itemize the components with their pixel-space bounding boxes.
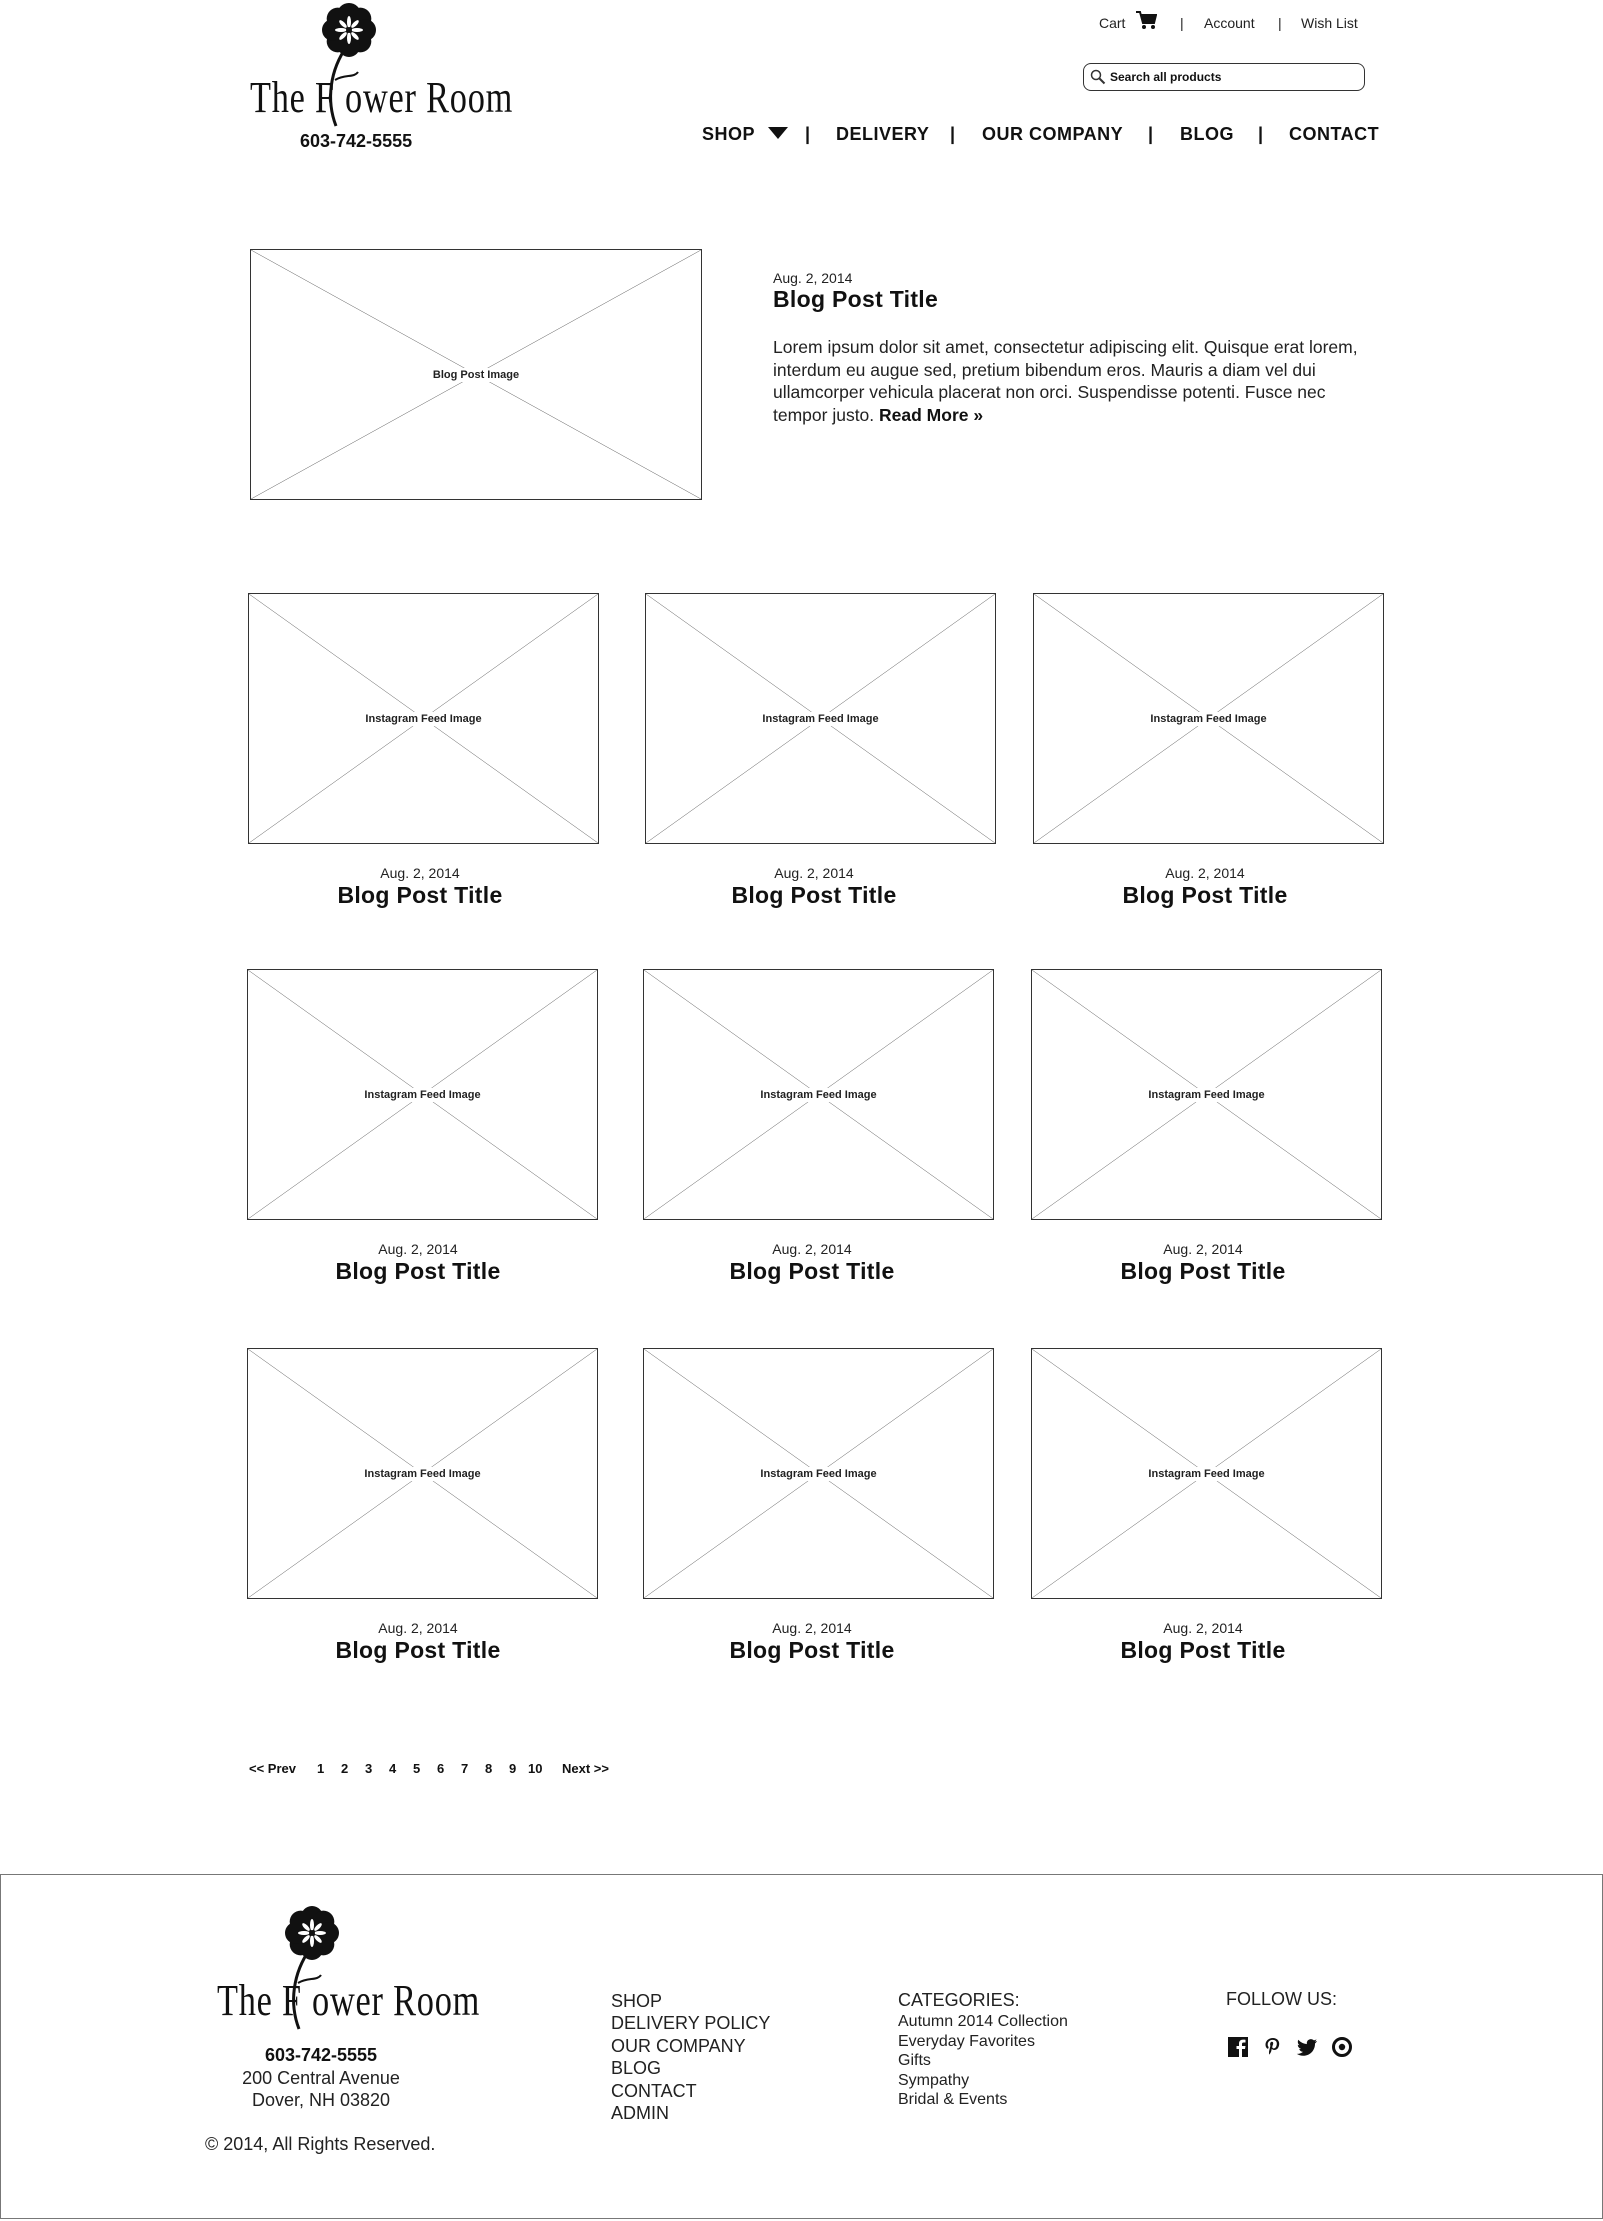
blog-post-date: Aug. 2, 2014 — [380, 865, 460, 881]
image-label: Instagram Feed Image — [1145, 1088, 1267, 1102]
logo[interactable] — [250, 0, 514, 128]
pinterest-icon[interactable] — [1262, 2036, 1284, 2058]
page-link-3[interactable]: 3 — [365, 1761, 373, 1776]
prev-page-link[interactable]: << Prev — [249, 1761, 296, 1776]
nav-delivery[interactable]: DELIVERY — [836, 124, 930, 144]
footer-address-line2: Dover, NH 03820 — [251, 2090, 391, 2110]
blog-post-date: Aug. 2, 2014 — [1163, 1620, 1243, 1636]
blog-post-title[interactable]: Blog Post Title — [335, 1637, 501, 1663]
header-phone: 603-742-5555 — [300, 131, 413, 151]
copyright: © 2014, All Rights Reserved. — [205, 2134, 436, 2154]
blog-post-title[interactable]: Blog Post Title — [1122, 882, 1288, 908]
twitter-icon[interactable] — [1296, 2036, 1318, 2058]
excerpt-text: Lorem ipsum dolor sit amet, consectetur adipiscing elit. Quisque erat lorem, interdum eu augue sed, pretium bibendum eros. Mauris a diam vel dui ullamcorper vehicula placerat non orci. Suspendisse potenti. Fusce nec tempor justo. — [773, 337, 1358, 425]
blog-post-title[interactable]: Blog Post Title — [731, 882, 897, 908]
page-link-2[interactable]: 2 — [341, 1761, 349, 1776]
category-link[interactable]: Sympathy — [898, 2071, 970, 2089]
nav-blog[interactable]: BLOG — [1180, 124, 1234, 144]
footer-link-delivery-policy[interactable]: DELIVERY POLICY — [611, 2013, 771, 2034]
blog-post-date: Aug. 2, 2014 — [378, 1620, 458, 1636]
brand-name-right: ower Room — [312, 1976, 481, 2025]
page-link-10[interactable]: 10 — [528, 1761, 543, 1776]
featured-image-placeholder[interactable] — [250, 249, 702, 500]
footer-link-contact[interactable]: CONTACT — [611, 2080, 697, 2101]
image-label: Instagram Feed Image — [757, 1467, 879, 1481]
page-link-4[interactable]: 4 — [389, 1761, 397, 1776]
footer-address-line1: 200 Central Avenue — [242, 2068, 400, 2088]
categories-heading: CATEGORIES: — [898, 1990, 1020, 2010]
image-label: Instagram Feed Image — [362, 712, 484, 726]
instagram-image-placeholder[interactable] — [1033, 593, 1384, 844]
image-label: Instagram Feed Image — [757, 1088, 879, 1102]
nav-separator: | — [1258, 124, 1264, 144]
image-label: Instagram Feed Image — [1145, 1467, 1267, 1481]
read-more-link[interactable]: Read More » — [879, 404, 984, 425]
category-link[interactable]: Autumn 2014 Collection — [898, 2013, 1068, 2030]
image-label: Blog Post Image — [430, 368, 522, 382]
nav-contact[interactable]: CONTACT — [1289, 124, 1380, 144]
instagram-image-placeholder[interactable] — [645, 593, 996, 844]
featured-post-date: Aug. 2, 2014 — [773, 270, 853, 286]
image-label: Instagram Feed Image — [759, 712, 881, 726]
blog-post-title[interactable]: Blog Post Title — [1120, 1637, 1286, 1663]
cart-icon[interactable] — [1135, 10, 1157, 35]
page-link-1[interactable]: 1 — [317, 1761, 325, 1776]
nav-our-company[interactable]: OUR COMPANY — [982, 124, 1124, 144]
instagram-image-placeholder[interactable] — [643, 1348, 994, 1599]
instagram-image-placeholder[interactable] — [1031, 1348, 1382, 1599]
brand-name-left: The F — [250, 73, 335, 122]
category-link[interactable]: Gifts — [898, 2052, 931, 2070]
featured-post-title[interactable]: Blog Post Title — [773, 286, 939, 312]
blog-post-title[interactable]: Blog Post Title — [1120, 1258, 1286, 1284]
footer-link-blog[interactable]: BLOG — [611, 2058, 662, 2079]
page-link-9[interactable]: 9 — [509, 1761, 517, 1776]
facebook-icon[interactable] — [1227, 2036, 1249, 2058]
brand-name-right: ower Room — [345, 73, 514, 122]
instagram-image-placeholder[interactable] — [248, 593, 599, 844]
nav-shop[interactable]: SHOP — [702, 124, 756, 144]
wishlist-link[interactable]: Wish List — [1301, 15, 1358, 31]
blog-post-date: Aug. 2, 2014 — [378, 1241, 458, 1257]
footer-categories — [898, 2012, 1068, 2110]
blog-post-title[interactable]: Blog Post Title — [729, 1637, 895, 1663]
nav-separator: | — [805, 124, 811, 144]
blog-post-date: Aug. 2, 2014 — [772, 1241, 852, 1257]
footer-logo[interactable] — [213, 1903, 481, 2031]
featured-post-excerpt — [773, 336, 1373, 426]
blog-post-date: Aug. 2, 2014 — [1165, 865, 1245, 881]
page-link-5[interactable]: 5 — [413, 1761, 421, 1776]
image-label: Instagram Feed Image — [1147, 712, 1269, 726]
follow-heading: FOLLOW US: — [1226, 1989, 1338, 2009]
category-link[interactable]: Bridal & Events — [898, 2091, 1008, 2109]
blog-post-date: Aug. 2, 2014 — [1163, 1241, 1243, 1257]
search-icon[interactable] — [1090, 69, 1106, 90]
page-link-7[interactable]: 7 — [461, 1761, 469, 1776]
instagram-image-placeholder[interactable] — [1031, 969, 1382, 1220]
nav-separator: | — [950, 124, 956, 144]
blog-post-date: Aug. 2, 2014 — [772, 1620, 852, 1636]
blog-post-date: Aug. 2, 2014 — [774, 865, 854, 881]
instagram-image-placeholder[interactable] — [247, 969, 598, 1220]
footer-links — [611, 1990, 770, 2124]
utility-separator: | — [1180, 15, 1184, 31]
blog-post-title[interactable]: Blog Post Title — [729, 1258, 895, 1284]
category-link[interactable]: Everyday Favorites — [898, 2032, 1035, 2050]
footer-link-our-company[interactable]: OUR COMPANY — [611, 2035, 746, 2056]
footer-link-admin[interactable]: ADMIN — [611, 2103, 669, 2124]
account-link[interactable]: Account — [1204, 15, 1255, 31]
search-box[interactable] — [1083, 63, 1365, 91]
page-link-6[interactable]: 6 — [437, 1761, 445, 1776]
next-page-link[interactable]: Next >> — [562, 1761, 609, 1776]
search-input[interactable] — [1110, 67, 1358, 87]
instagram-icon[interactable] — [1331, 2036, 1353, 2058]
image-label: Instagram Feed Image — [361, 1088, 483, 1102]
blog-post-title[interactable]: Blog Post Title — [335, 1258, 501, 1284]
footer-link-shop[interactable]: SHOP — [611, 1991, 663, 2011]
footer-phone: 603-742-5555 — [264, 2045, 378, 2065]
chevron-down-icon[interactable] — [768, 127, 788, 139]
page-link-8[interactable]: 8 — [485, 1761, 493, 1776]
utility-separator: | — [1278, 15, 1282, 31]
brand-name-left: The F — [217, 1976, 302, 2025]
instagram-image-placeholder[interactable] — [247, 1348, 598, 1599]
blog-post-title[interactable]: Blog Post Title — [337, 882, 503, 908]
cart-link[interactable]: Cart — [1099, 15, 1126, 31]
instagram-image-placeholder[interactable] — [643, 969, 994, 1220]
nav-separator: | — [1148, 124, 1154, 144]
image-label: Instagram Feed Image — [361, 1467, 483, 1481]
